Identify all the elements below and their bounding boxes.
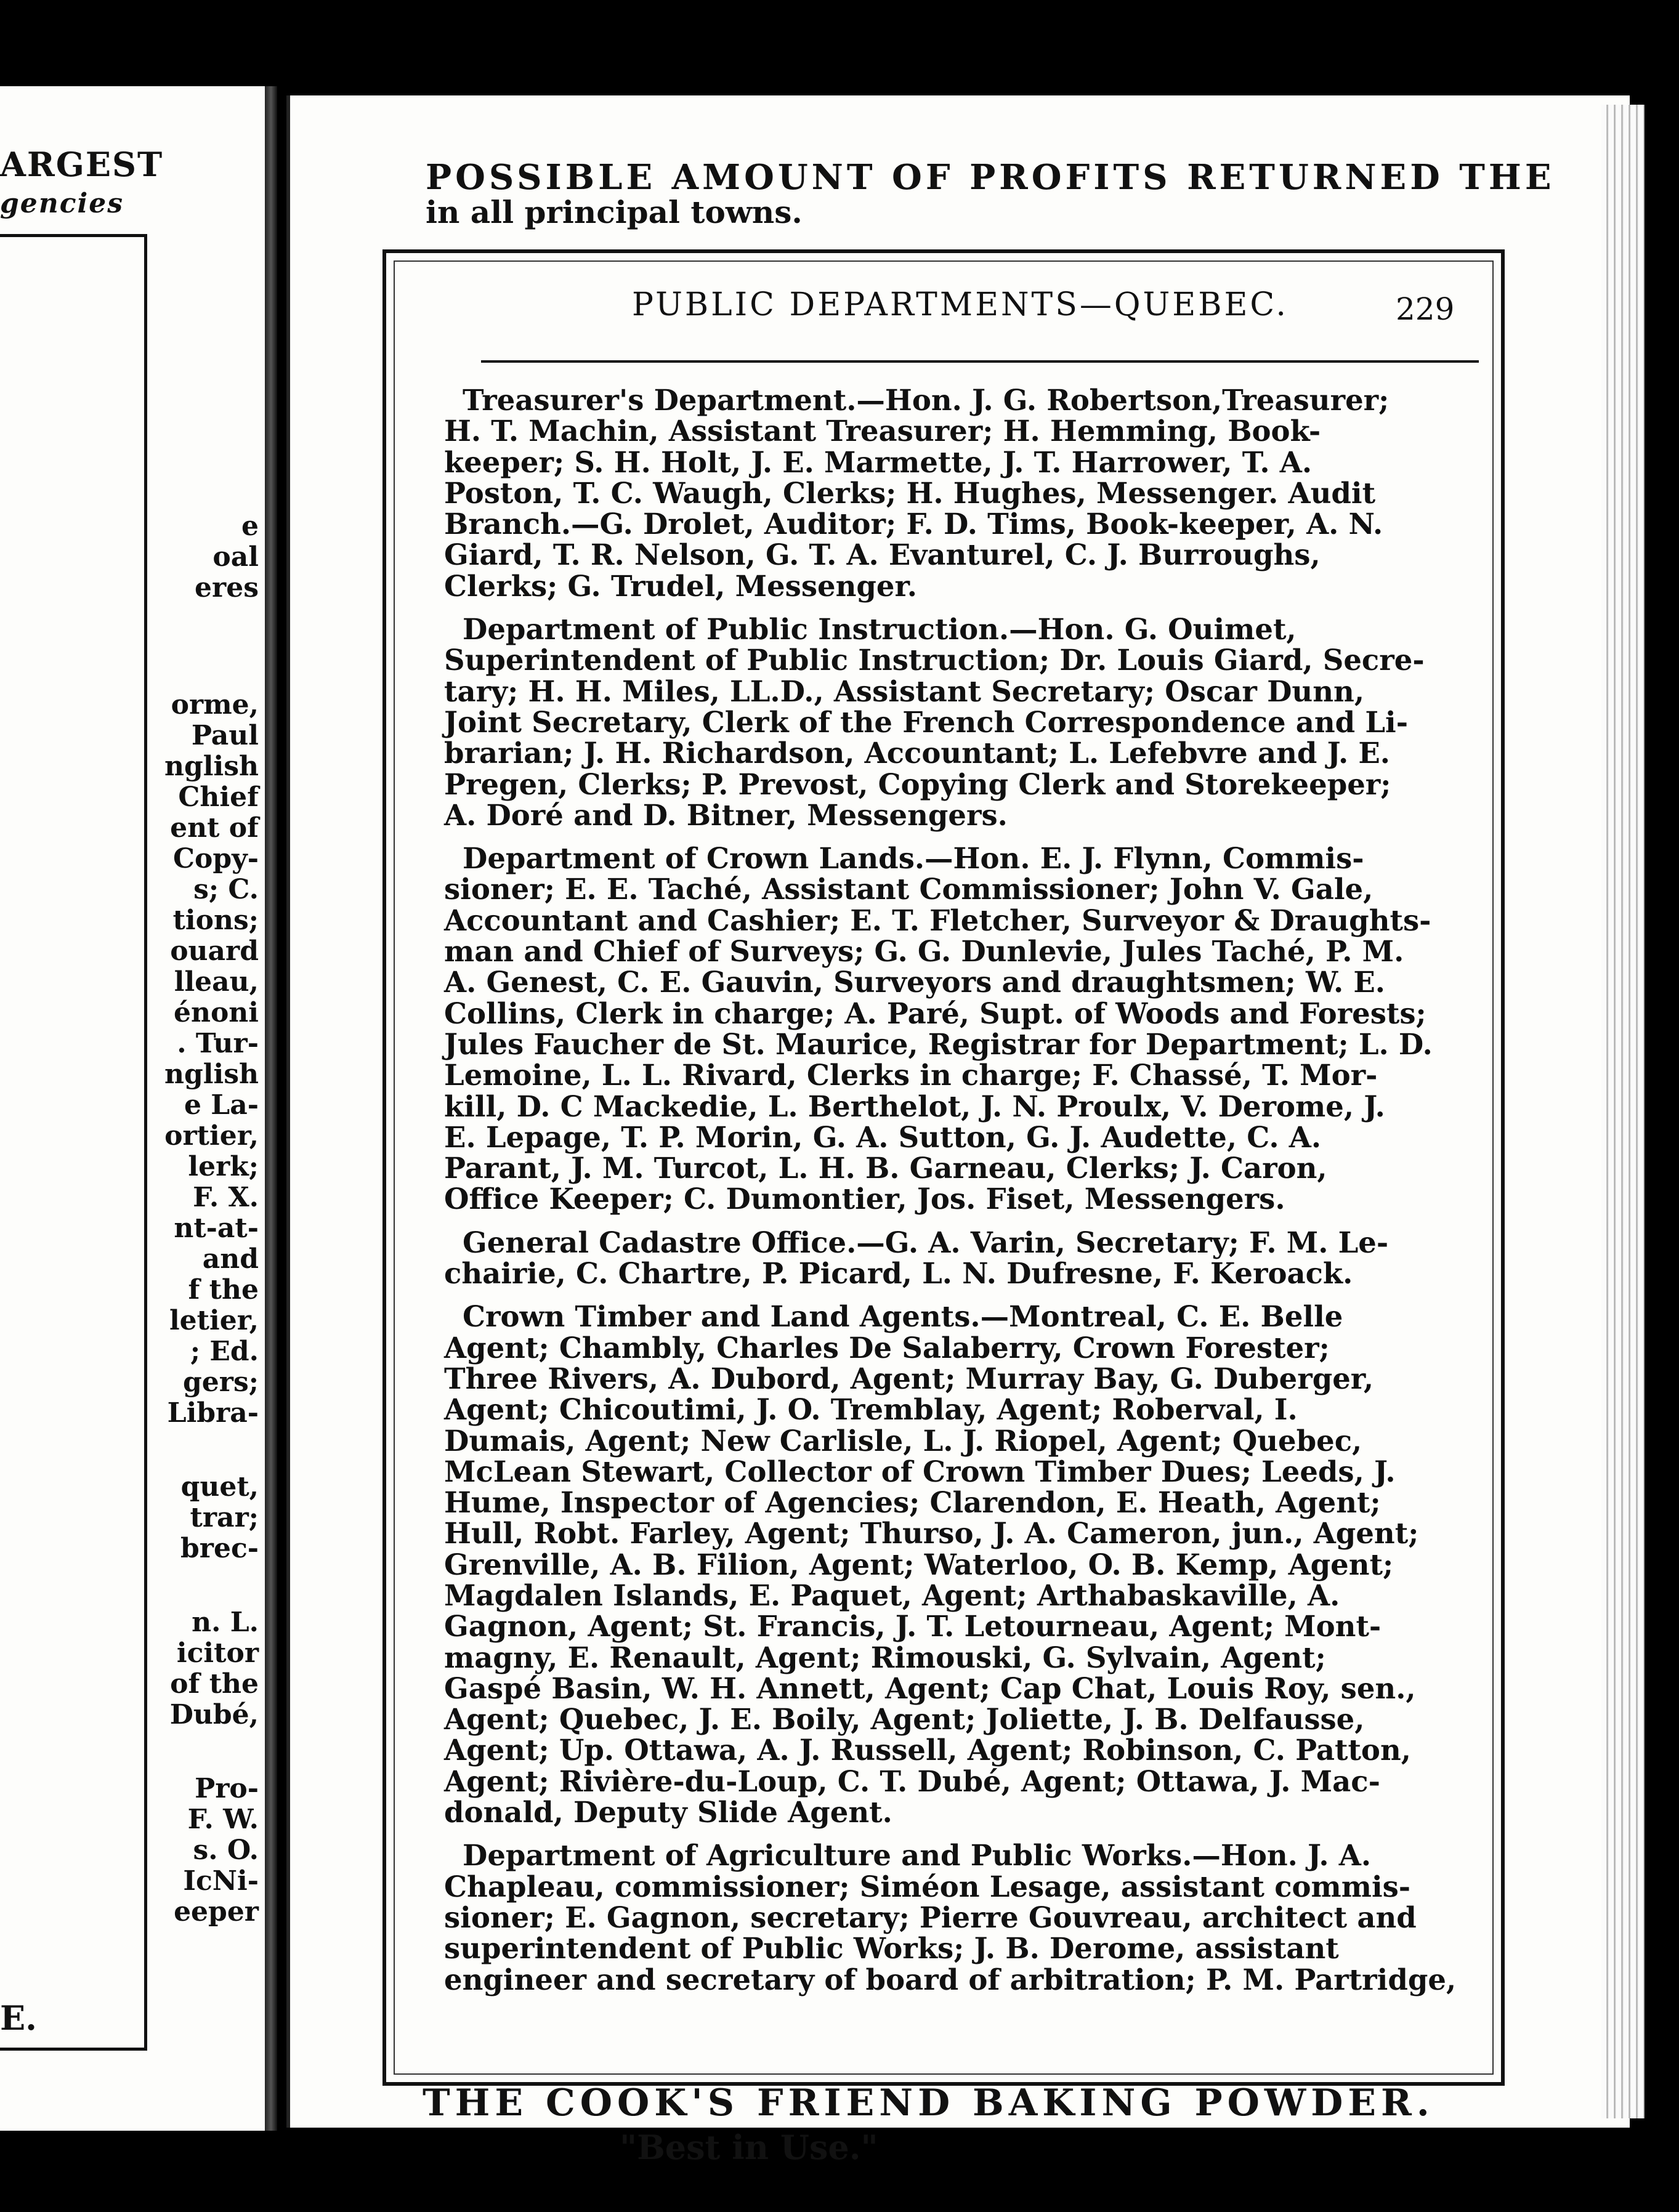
text-line: Joint Secretary, Clerk of the French Correspondence and Li- [444, 704, 1409, 739]
directory-paragraph [444, 1840, 1479, 1995]
left-page-line: tions; [172, 905, 259, 936]
text-line: Department of Crown Lands.—Hon. E. J. Flynn, Commis- [463, 841, 1364, 876]
left-page-line: ; Ed. [190, 1336, 259, 1367]
left-page-line: IcNi- [183, 1865, 259, 1897]
text-line: McLean Stewart, Collector of Crown Timber Dues; Leeds, J. [444, 1454, 1396, 1488]
text-line: General Cadastre Office.—G. A. Varin, Secretary; F. M. Le- [463, 1225, 1389, 1259]
left-page-line: ouard [170, 935, 259, 967]
text-line: Superintendent of Public Instruction; Dr. Louis Giard, Secre- [444, 643, 1425, 677]
top-advertisement-banner: POSSIBLE AMOUNT OF PROFITS RETURNED THE [426, 157, 1555, 198]
left-page-line: gers; [183, 1366, 259, 1398]
bottom-advertisement-slogan: "Best in Use." [620, 2128, 878, 2167]
text-line: magny, E. Renault, Agent; Rimouski, G. Sylvain, Agent; [444, 1640, 1326, 1674]
left-page-subheading: gencies [0, 188, 124, 219]
page-edges [1601, 105, 1645, 2118]
left-page-line: Pro- [195, 1773, 259, 1804]
text-line: kill, D. C Mackedie, L. Berthelot, J. N. Proulx, V. Derome, J. [444, 1089, 1385, 1123]
directory-paragraph [444, 614, 1479, 831]
text-line: Grenville, A. B. Filion, Agent; Waterloo, O. B. Kemp, Agent; [444, 1547, 1394, 1581]
bottom-advertisement-banner: THE COOK'S FRIEND BAKING POWDER. [423, 2081, 1434, 2125]
text-line: Pregen, Clerks; P. Prevost, Copying Clerk and Storekeeper; [444, 767, 1391, 801]
left-page-line: brec- [180, 1533, 259, 1564]
page-header: PUBLIC DEPARTMENTS—QUEBEC. [632, 286, 1289, 323]
text-line: Collins, Clerk in charge; A. Paré, Supt. of Woods and Forests; [444, 996, 1426, 1030]
text-line: Agent; Up. Ottawa, A. J. Russell, Agent; Robinson, C. Patton, [444, 1733, 1411, 1767]
left-page-heading: ARGEST [0, 145, 164, 184]
left-page-line: orme, [171, 689, 259, 721]
directory-paragraph [444, 1227, 1479, 1290]
left-page-line: Libra- [167, 1397, 259, 1429]
left-page-line: eeper [174, 1896, 259, 1927]
directory-paragraph [444, 1301, 1479, 1828]
left-page-text-fragments [0, 511, 259, 1927]
text-line: Gagnon, Agent; St. Francis, J. T. Letourneau, Agent; Mont- [444, 1609, 1382, 1644]
left-page-line: nglish [164, 751, 259, 782]
text-line: Jules Faucher de St. Maurice, Registrar for Department; L. D. [444, 1027, 1433, 1061]
left-page-line: n. L. [192, 1607, 259, 1638]
book-spine [265, 86, 277, 2131]
left-page-line: ortier, [164, 1120, 259, 1152]
text-line: brarian; J. H. Richardson, Accountant; L. Lefebvre and J. E. [444, 736, 1390, 770]
text-line: E. Lepage, T. P. Morin, G. A. Sutton, G. J. Audette, C. A. [444, 1120, 1322, 1154]
text-line: Office Keeper; C. Dumontier, Jos. Fiset, Messengers. [444, 1182, 1285, 1216]
left-page-line [0, 1564, 259, 1607]
text-line: chairie, C. Chartre, P. Picard, L. N. Dufresne, F. Keroack. [444, 1256, 1353, 1291]
top-advertisement-subline: in all principal towns. [426, 194, 803, 230]
text-line: Lemoine, L. L. Rivard, Clerks in charge; F. Chassé, T. Mor- [444, 1058, 1378, 1092]
text-line: keeper; S. H. Holt, J. E. Marmette, J. T. Harrower, T. A. [444, 445, 1313, 479]
page-number: 229 [1396, 291, 1455, 327]
left-page-line: F. X. [193, 1182, 259, 1213]
text-line: man and Chief of Surveys; G. G. Dunlevie, Jules Taché, P. M. [444, 934, 1404, 969]
right-page [286, 95, 1630, 2167]
left-page-line: of the [170, 1668, 259, 1700]
text-line: Gaspé Basin, W. H. Annett, Agent; Cap Chat, Louis Roy, sen., [444, 1671, 1416, 1705]
left-page-line: nt-at- [174, 1213, 259, 1244]
text-line: Accountant and Cashier; E. T. Fletcher, Surveyor & Draughts- [444, 903, 1431, 937]
left-page-line: s; C. [193, 874, 259, 905]
directory-paragraph [444, 843, 1479, 1215]
header-rule [481, 360, 1479, 363]
left-page-line: s. O. [193, 1835, 259, 1866]
text-line: Treasurer's Department.—Hon. J. G. Robertson,Treasurer; [463, 383, 1390, 417]
text-line: A. Genest, C. E. Gauvin, Surveyors and draughtsmen; W. E. [444, 965, 1385, 999]
text-line: donald, Deputy Slide Agent. [444, 1795, 892, 1830]
left-page-line: lleau, [174, 966, 259, 998]
left-page-line: ent of [170, 812, 259, 844]
left-facing-page [0, 86, 275, 2131]
text-line: Agent; Quebec, J. E. Boily, Agent; Joliette, J. B. Delfausse, [444, 1702, 1365, 1737]
text-line: sioner; E. E. Taché, Assistant Commissioner; John V. Gale, [444, 872, 1374, 906]
left-page-line: lerk; [188, 1151, 259, 1182]
text-line: Agent; Chicoutimi, J. O. Tremblay, Agent; Roberval, I. [444, 1392, 1298, 1427]
left-page-line: F. W. [187, 1804, 259, 1835]
left-page-line: trar; [190, 1502, 259, 1533]
left-page-line: and [202, 1243, 259, 1275]
left-page-line [0, 647, 259, 690]
left-page-line [0, 1730, 259, 1774]
left-page-line: f the [188, 1274, 259, 1306]
text-line: Giard, T. R. Nelson, G. T. A. Evanturel, C. J. Burroughs, [444, 538, 1321, 572]
left-page-bottom-fragment: E. [0, 1998, 37, 2038]
left-page-line: letier, [169, 1305, 259, 1336]
text-line: H. T. Machin, Assistant Treasurer; H. Hemming, Book- [444, 414, 1321, 448]
left-page-line: . Tur- [177, 1028, 259, 1059]
left-page-line: Paul [191, 720, 259, 751]
text-line: superintendent of Public Works; J. B. Derome, assistant [444, 1931, 1339, 1966]
text-line: Poston, T. C. Waugh, Clerks; H. Hughes, Messenger. Audit [444, 475, 1376, 510]
text-line: Magdalen Islands, E. Paquet, Agent; Arthabaskaville, A. [444, 1578, 1340, 1612]
text-line: Department of Agriculture and Public Works.—Hon. J. A. [463, 1838, 1372, 1873]
left-page-line: e La- [184, 1089, 259, 1121]
text-line: Crown Timber and Land Agents.—Montreal, C. E. Belle [463, 1299, 1343, 1334]
left-page-line: énoni [173, 997, 259, 1028]
text-line: Three Rivers, A. Dubord, Agent; Murray Bay, G. Duberger, [444, 1361, 1374, 1395]
directory-body [444, 385, 1479, 2008]
text-line: Agent; Chambly, Charles De Salaberry, Crown Forester; [444, 1330, 1330, 1365]
left-page-line [0, 603, 259, 647]
left-page-line: nglish [164, 1059, 259, 1090]
left-page-line: oal [212, 541, 259, 573]
left-page-line: Chief [178, 781, 259, 813]
text-line: Branch.—G. Drolet, Auditor; F. D. Tims, Book-keeper, A. N. [444, 507, 1383, 541]
text-line: tary; H. H. Miles, LL.D., Assistant Secretary; Oscar Dunn, [444, 674, 1365, 708]
text-line: Chapleau, commissioner; Siméon Lesage, assistant commis- [444, 1869, 1411, 1903]
text-line: Department of Public Instruction.—Hon. G. Ouimet, [463, 612, 1297, 647]
left-page-line: eres [195, 572, 259, 603]
left-page-line: Dubé, [169, 1699, 259, 1730]
left-page-line: Copy- [173, 843, 259, 874]
directory-paragraph [444, 385, 1479, 602]
text-line: A. Doré and D. Bitner, Messengers. [444, 797, 1008, 832]
text-line: Dumais, Agent; New Carlisle, L. J. Riopel, Agent; Quebec, [444, 1423, 1362, 1458]
left-page-line [0, 1429, 259, 1472]
text-line: Clerks; G. Trudel, Messenger. [444, 568, 917, 603]
text-line: sioner; E. Gagnon, secretary; Pierre Gouvreau, architect and [444, 1900, 1417, 1934]
text-line: engineer and secretary of board of arbitration; P. M. Partridge, [444, 1962, 1457, 1996]
text-line: Hume, Inspector of Agencies; Clarendon, E. Heath, Agent; [444, 1485, 1381, 1520]
left-page-line: quet, [180, 1471, 259, 1503]
text-line: Hull, Robt. Farley, Agent; Thurso, J. A. Cameron, jun., Agent; [444, 1516, 1419, 1551]
text-line: Agent; Rivière-du-Loup, C. T. Dubé, Agent; Ottawa, J. Mac- [444, 1764, 1380, 1798]
left-page-line: icitor [176, 1637, 259, 1669]
left-page-line: e [241, 511, 259, 542]
text-line: Parant, J. M. Turcot, L. H. B. Garneau, Clerks; J. Caron, [444, 1151, 1327, 1185]
